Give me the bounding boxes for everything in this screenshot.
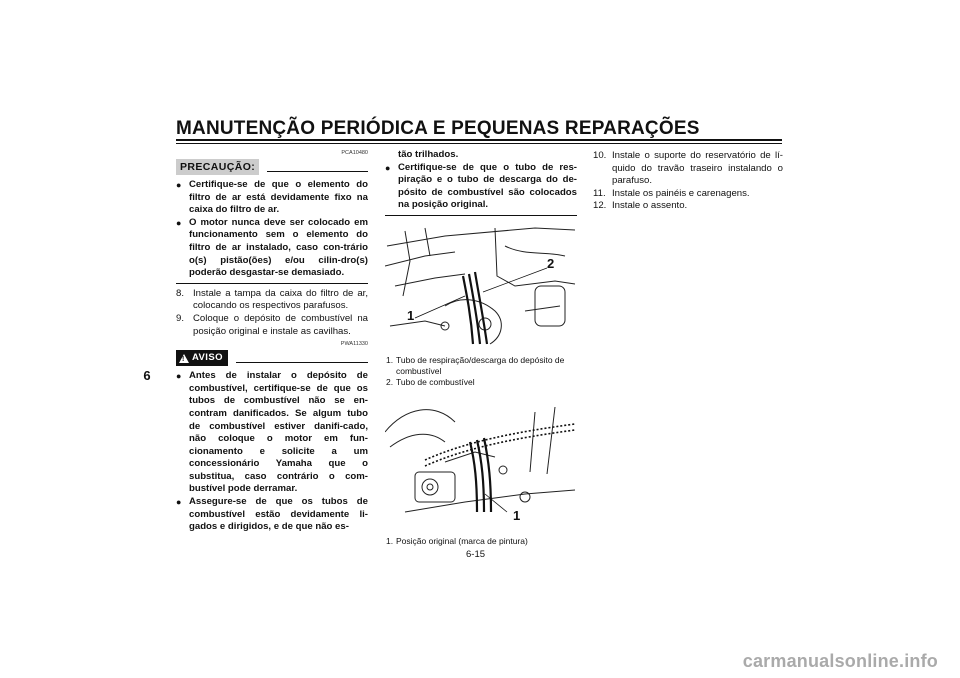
warning-end-rule [385, 215, 577, 216]
caution-bullet: ● Certifique-se de que o elemento do filtro de ar está devidamente fixo na caixa do filtro de ar. [176, 179, 368, 216]
warning-code: PWA11330 [340, 341, 368, 348]
warning-rule [236, 362, 368, 363]
figure1-caption [386, 355, 578, 388]
caution-code: PCA10480 [341, 150, 368, 156]
column-2 [385, 149, 577, 220]
callout-1: 1 [407, 308, 415, 323]
figure2-caption [386, 536, 578, 547]
bullet-dot-icon: ● [385, 162, 391, 173]
callout-2: 2 [547, 256, 555, 271]
bullet-dot-icon: ● [176, 217, 182, 228]
caption-item: 2. Tubo de combustível [386, 377, 475, 387]
warning-bullet: ● Antes de instalar o depósito de combustível, certifique-se de que os tubos de combustível não se en-contram danificados. Se algum tubo de combustível estiver danifi-cado, não coloque o motor em fun-cionamento e solicite a um concessionário Yamaha que o substitua, caso contrário o com-bustível pode derramar. [176, 370, 368, 495]
warning-bullet: ● Assegure-se de que os tubos de combustível estão devidamente li-gados e dirigidos, e de que não es- [176, 496, 368, 533]
step-item: 8. Instale a tampa da caixa do filtro de ar, colocando os respectivos parafusos. [176, 287, 368, 312]
caption-item: 1. Tubo de respiração/descarga do depósito de combustível [386, 355, 565, 376]
warning-triangle-icon [179, 354, 189, 363]
figure-paint-mark-drawing [385, 402, 577, 532]
warning-bullet: ● Certifique-se de que o tubo de res-piração e o tubo de descarga do de-pósito de combustível são colocados na posição original. [385, 161, 577, 211]
step-item: 11. Instale os painéis e carenagens. [593, 187, 750, 199]
title-rule-thin [176, 143, 782, 144]
figure-fuel-hoses [385, 226, 577, 347]
caution-rule [267, 171, 368, 172]
column-3 [593, 150, 783, 213]
warning-header [176, 349, 368, 367]
page-title: MANUTENÇÃO PERIÓDICA E PEQUENAS REPARAÇÕES [176, 118, 700, 139]
page-number: 6-15 [466, 549, 486, 560]
chapter-tab[interactable] [128, 282, 166, 407]
figure-fuel-hoses-drawing [385, 226, 577, 347]
column-1 [176, 148, 368, 534]
chapter-number: 6 [143, 368, 151, 383]
watermark-link[interactable]: carmanualsonline.info [742, 651, 938, 671]
step-item: 9. Coloque o depósito de combustível na posição original e instale as cavilhas. [176, 312, 368, 337]
caution-end-rule [176, 283, 368, 284]
bullet-dot-icon: ● [176, 180, 182, 190]
bullet-dot-icon: ● [176, 371, 182, 382]
caution-label: PRECAUÇÃO: [176, 159, 259, 176]
step-item: 12. Instale o assento. [593, 200, 688, 212]
warning-label: AVISO [192, 351, 223, 363]
warning-continuation: tão trilhados. [398, 149, 459, 160]
caution-bullet: ● O motor nunca deve ser colocado em funcionamento sem o elemento do filtro de ar instalado, caso con-trário o(s) pistão(ões) e/ou cilin-dro(s) poderão desgastar-se demasiado. [176, 216, 368, 279]
caution-header [176, 158, 368, 176]
warning-label-box [176, 350, 228, 367]
step-item: 10. Instale o suporte do reservatório de lí-quido do travão traseiro instalando o parafuso. [593, 150, 783, 187]
caption-item: 1. Posição original (marca de pintura) [386, 536, 528, 546]
title-rule [176, 139, 782, 141]
bullet-dot-icon: ● [176, 497, 182, 508]
callout-1: 1 [513, 508, 521, 523]
figure-paint-mark [385, 402, 577, 532]
